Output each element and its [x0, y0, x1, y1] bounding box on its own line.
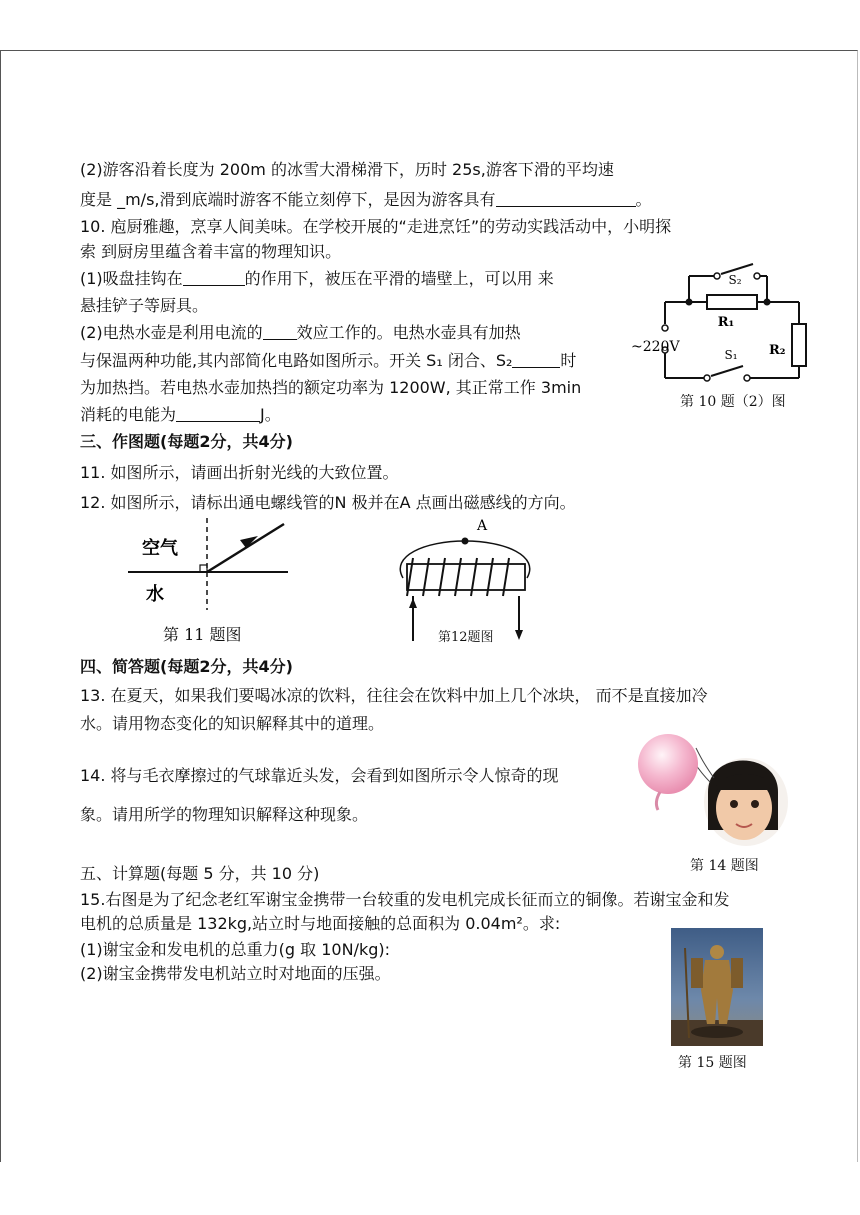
fig12-caption: 第12题图 — [438, 630, 494, 645]
q10-p2-line2 — [80, 351, 576, 371]
statue-photo — [671, 928, 763, 1046]
q12-text: 12. 如图所示，请标出通电螺线管的N 极并在A 点画出磁感线的方向。 — [80, 493, 576, 512]
q13-line2: 水。请用物态变化的知识解释其中的道理。 — [80, 714, 385, 733]
label-point-a: A — [477, 518, 488, 534]
q15-line4: (2)谢宝金携带发电机站立时对地面的压强。 — [80, 964, 391, 983]
q13-line1: 13. 在夏天，如果我们要喝冰凉的饮料，往往会在饮料中加上几个冰块， 而不是直接加冷 — [80, 686, 708, 705]
q10-p2-d: 时 — [560, 351, 577, 370]
q10-p2-line1 — [80, 323, 521, 343]
q9-2-line2-text: 度是 _m/s,滑到底端时游客不能立刻停下，是因为游客具有 — [80, 190, 496, 209]
q10-line1: 10. 庖厨雅趣，烹享人间美味。在学校开展的“走进烹饪”的劳动实践活动中，小明探 — [80, 217, 672, 236]
q10-line2: 索 到厨房里蕴含着丰富的物理知识。 — [80, 242, 342, 261]
q14-line1: 14. 将与毛衣摩擦过的气球靠近头发，会看到如图所示令人惊奇的现 — [80, 766, 559, 785]
answer-blank — [512, 351, 560, 368]
sec3-heading: 三、作图题(每题2分，共4分) — [80, 432, 293, 451]
q10-p2-line4 — [80, 405, 281, 425]
q10-p1-line1 — [80, 269, 554, 289]
q9-2-line1: (2)游客沿着长度为 200m 的冰雪大滑梯滑下，历时 25s,游客下滑的平均速 — [80, 160, 614, 179]
current-down-arrow-icon — [515, 630, 523, 640]
answer-blank — [176, 405, 260, 422]
label-s2: S₂ — [728, 273, 742, 287]
q9-2-line2-end: 。 — [635, 190, 652, 209]
refraction-figure — [128, 518, 298, 618]
q10-p2-line3: 为加热挡。若电热水壶加热挡的额定功率为 1200W, 其正常工作 3min — [80, 378, 582, 397]
fig15-caption: 第 15 题图 — [678, 1055, 747, 1071]
q10-p1-a: (1)吸盘挂钩在 — [80, 269, 183, 288]
q10-p2-g: J。 — [260, 405, 281, 424]
q15-line1: 15.右图是为了纪念老红军谢宝金携带一台较重的发电机完成长征而立的铜像。若谢宝金和发 — [80, 890, 730, 909]
q10-p2-f: 消耗的电能为 — [80, 405, 177, 424]
sec5-heading: 五、计算题(每题 5 分，共 10 分) — [80, 864, 320, 883]
label-water: 水 — [146, 584, 164, 605]
q9-2-line2 — [80, 190, 652, 210]
answer-blank — [183, 269, 245, 286]
balloon-hair-photo — [638, 730, 788, 845]
label-r1: R₁ — [717, 315, 735, 330]
q10-p2-a: (2)电热水壶是利用电流的 — [80, 323, 263, 342]
label-s1: S₁ — [724, 348, 738, 362]
q15-line2: 电机的总质量是 132kg,站立时与地面接触的总面积为 0.04m²。求: — [80, 914, 561, 933]
sec4-heading: 四、简答题(每题2分，共4分) — [80, 657, 293, 676]
q15-line3: (1)谢宝金和发电机的总重力(g 取 10N/kg): — [80, 940, 391, 959]
q10-p2-b: 效应工作的。电热水壶具有加热 — [296, 323, 521, 342]
current-up-arrow-icon — [409, 598, 417, 608]
q10-p1-line2: 悬挂铲子等厨具。 — [80, 296, 209, 315]
q10-p2-c: 与保温两种功能,其内部简化电路如图所示。开关 S₁ 闭合、S₂ — [80, 351, 513, 370]
fig10-caption: 第 10 题（2）图 — [680, 394, 786, 410]
label-r2: R₂ — [769, 343, 786, 358]
answer-blank — [263, 323, 297, 340]
fig14-caption: 第 14 题图 — [690, 858, 759, 874]
circuit-diagram — [625, 262, 825, 402]
q10-p1-b: 的作用下，被压在平滑的墙壁上，可以用 来 — [244, 269, 554, 288]
q14-line2: 象。请用所学的物理知识解释这种现象。 — [80, 805, 369, 824]
fig11-caption: 第 11 题图 — [163, 625, 242, 644]
label-voltage: ~220V — [631, 339, 680, 355]
label-air: 空气 — [142, 538, 178, 559]
answer-blank — [496, 190, 636, 207]
q11-text: 11. 如图所示，请画出折射光线的大致位置。 — [80, 463, 399, 482]
